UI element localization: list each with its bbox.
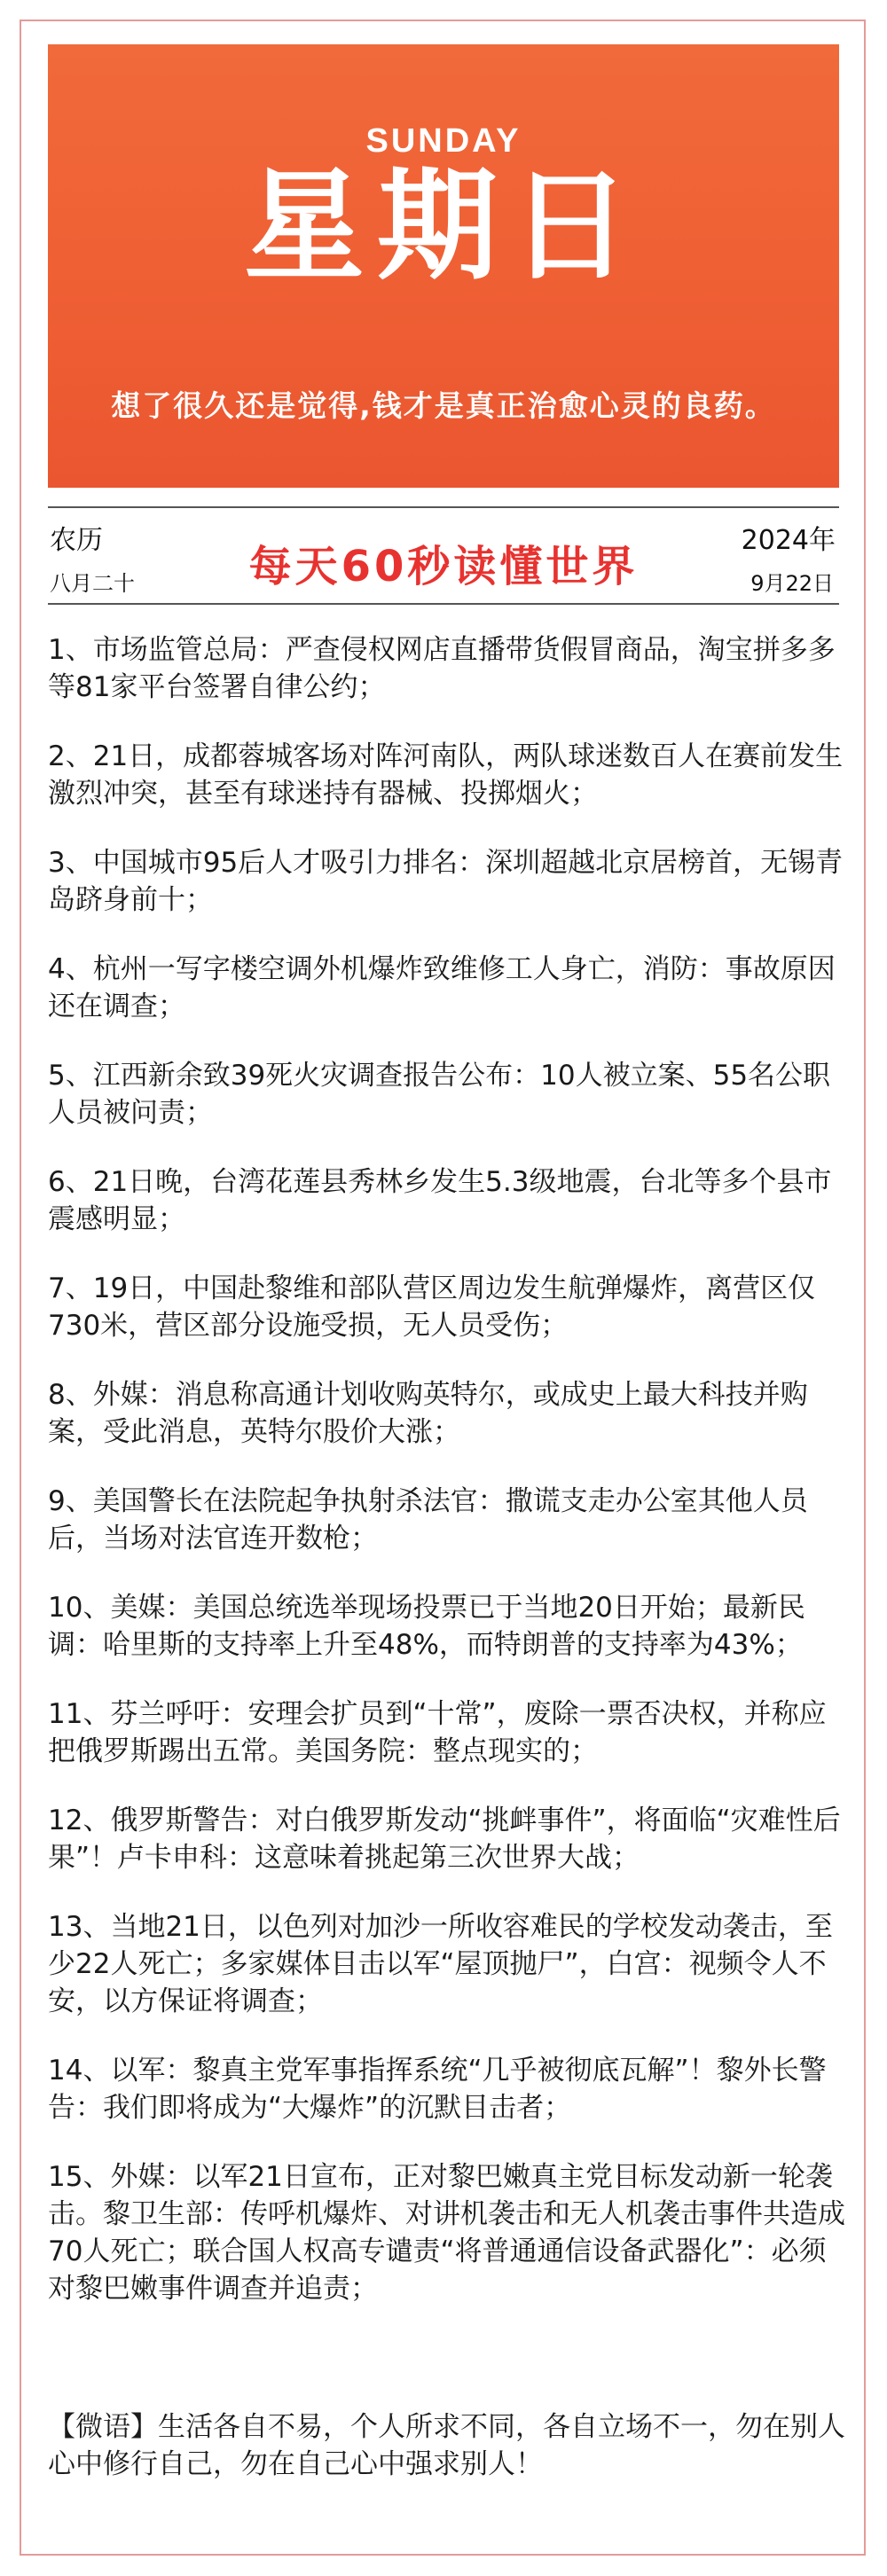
news-item-5: 5、江西新余致39死火灾调查报告公布：10人被立案、55名公职人员被问责； [48, 1060, 831, 1129]
news-item-1: 1、市场监管总局：严查侵权网店直播带货假冒商品，淘宝拼多多等81家平台签署自律公约； [48, 634, 836, 703]
date-label: 9月22日 [750, 571, 834, 596]
news-item-15: 15、外媒：以军21日宣布，正对黎巴嫩真主党目标发动新一轮袭击。黎卫生部：传呼机爆炸、对讲机袭击和无人机袭击事件共造成70人死亡；联合国人权高专谴责“将普通通信设备武器化”：必须对黎巴嫩事件调查并追责； [48, 2161, 845, 2305]
news-item-8: 8、外媒：消息称高通计划收购英特尔，或成史上最大科技并购案，受此消息，英特尔股价大涨； [48, 1379, 808, 1448]
news-item-10: 10、美媒：美国总统选举现场投票已于当地20日开始；最新民调：哈里斯的支持率上升至48%，而特朗普的支持率为43%； [48, 1592, 805, 1661]
news-item-12: 12、俄罗斯警告：对白俄罗斯发动“挑衅事件”，将面临“灾难性后果”！卢卡申科：这意味着挑起第三次世界大战； [48, 1805, 841, 1874]
news-item-3: 3、中国城市95后人才吸引力排名：深圳超越北京居榜首，无锡青岛跻身前十； [48, 847, 844, 916]
daily-quote: 【微语】生活各自不易，个人所求不同，各自立场不一，勿在别人心中修行自己，勿在自己心中强求别人！ [48, 2411, 845, 2480]
news-item-6: 6、21日晚，台湾花莲县秀林乡发生5.3级地震，台北等多个县市震感明显； [48, 1166, 832, 1235]
banner [48, 44, 839, 488]
news-item-14: 14、以军：黎真主党军事指挥系统“几乎被彻底瓦解”！黎外长警告：我们即将成为“大爆炸”的沉默目击者； [48, 2055, 827, 2124]
news-item-4: 4、杭州一写字楼空调外机爆炸致维修工人身亡，消防：事故原因还在调查； [48, 953, 836, 1022]
header-bottom-rule [48, 603, 839, 605]
news-item-13: 13、当地21日，以色列对加沙一所收容难民的学校发动袭击，至少22人死亡；多家媒体目击以军“屋顶抛尸”，白宫：视频令人不安，以方保证将调查； [48, 1911, 833, 2017]
lunar-label: 农历 [50, 525, 103, 556]
header-top-rule [48, 506, 839, 508]
news-item-7: 7、19日，中国赴黎维和部队营区周边发生航弹爆炸，离营区仅730米，营区部分设施受损，无人员受伤； [48, 1272, 816, 1342]
banner-day-en: SUNDAY [365, 122, 522, 160]
news-item-11: 11、芬兰呼吁：安理会扩员到“十常”，废除一票否决权，并称应把俄罗斯踢出五常。美国务院：整点现实的； [48, 1698, 827, 1767]
news-list [48, 631, 846, 2339]
year-label: 2024年 [741, 525, 836, 556]
news-item-2: 2、21日，成都蓉城客场对阵河南队，两队球迷数百人在赛前发生激烈冲突，甚至有球迷持有器械、投掷烟火； [48, 740, 844, 810]
lunar-date: 八月二十 [50, 571, 135, 596]
news-item-9: 9、美国警长在法院起争执射杀法官：撒谎支走办公室其他人员后，当场对法官连开数枪； [48, 1485, 808, 1554]
headline: 每天60秒读懂世界 [248, 542, 639, 591]
banner-day-cn: 星期日 [244, 157, 643, 297]
banner-motto: 想了很久还是觉得,钱才是真正治愈心灵的良药。 [111, 388, 776, 423]
